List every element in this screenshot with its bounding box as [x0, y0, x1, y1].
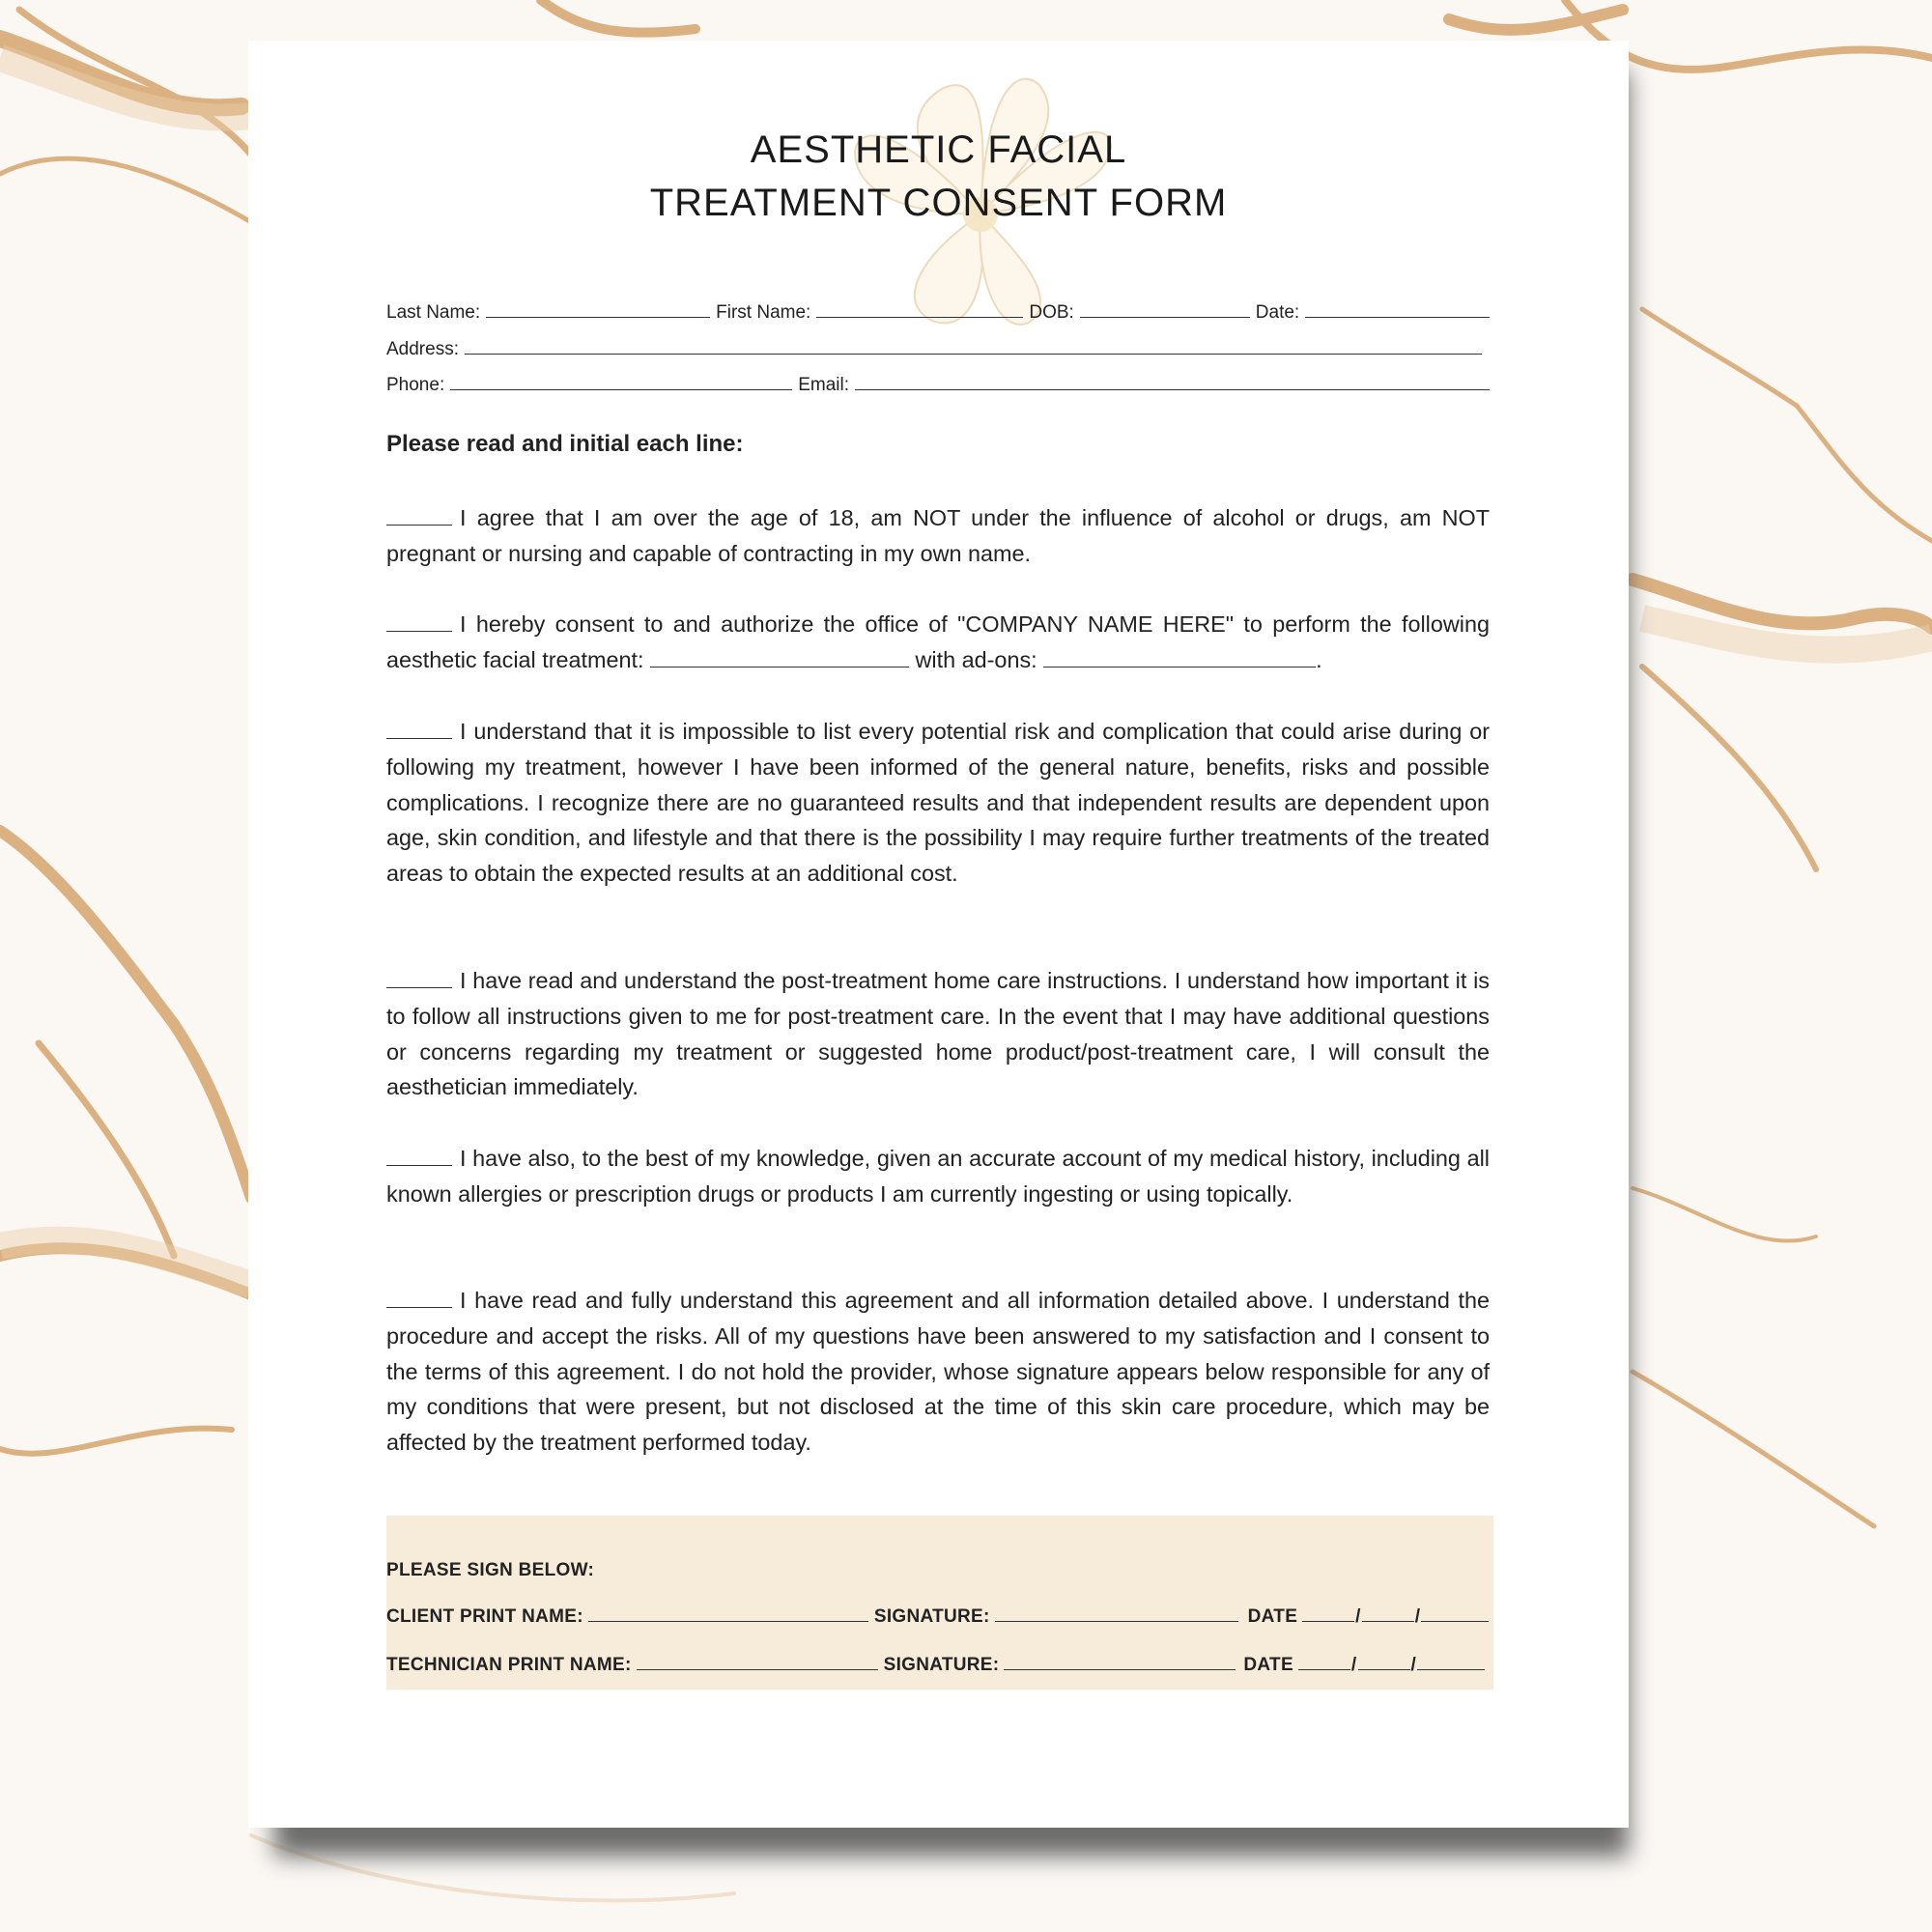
client-name-label: CLIENT PRINT NAME: [386, 1606, 583, 1627]
email-field[interactable] [855, 374, 1490, 390]
instruction-heading: Please read and initial each line: [386, 431, 744, 457]
form-title-line-2: TREATMENT CONSENT FORM [649, 182, 1228, 224]
client-date-month[interactable] [1302, 1605, 1354, 1622]
technician-date-label: DATE [1243, 1655, 1293, 1675]
first-name-label: First Name: [716, 302, 811, 323]
consent-clause-5: I have also, to the best of my knowledge, given an accurate account of my medical history, including all known allergies or prescription drugs or products I am currently ingesting or using topically. [386, 1146, 1490, 1207]
technician-name-field[interactable] [637, 1654, 878, 1670]
form-title-line-1: AESTHETIC FACIAL [750, 128, 1127, 171]
client-date-day[interactable] [1362, 1605, 1414, 1622]
client-info-row-3 [386, 374, 1490, 396]
client-date-year[interactable] [1421, 1605, 1489, 1622]
initial-field-5[interactable] [386, 1148, 452, 1166]
technician-name-label: TECHNICIAN PRINT NAME: [386, 1655, 632, 1675]
client-signature-field[interactable] [995, 1605, 1238, 1622]
technician-date-day[interactable] [1358, 1654, 1410, 1670]
initial-field-3[interactable] [386, 721, 452, 739]
client-date-label: DATE [1247, 1606, 1298, 1627]
technician-date-year[interactable] [1417, 1654, 1485, 1670]
consent-clause-6: I have read and fully understand this agreement and all information detailed above. I understand the procedure and accept the risks. All of my questions have been answered to my satisfaction and I consent to the terms of this agreement. I do not hold the provider, whose signature appears below responsible for any of my conditions that were present, but not disclosed at the time of this skin care procedure, which may be affected by the treatment performed today. [386, 1288, 1490, 1456]
technician-signature-row: TECHNICIAN PRINT NAME: SIGNATURE: DATE / / [386, 1654, 1493, 1676]
address-label: Address: [386, 339, 459, 359]
client-signature-row: CLIENT PRINT NAME: SIGNATURE: DATE / / [386, 1605, 1493, 1628]
client-name-field[interactable] [588, 1605, 868, 1622]
technician-signature-field[interactable] [1004, 1654, 1236, 1670]
add-ons-field[interactable] [1043, 649, 1316, 668]
treatment-field[interactable] [650, 649, 909, 668]
date-field[interactable] [1305, 301, 1490, 318]
first-name-field[interactable] [816, 301, 1023, 318]
phone-label: Phone: [386, 375, 445, 395]
address-field[interactable] [465, 338, 1482, 355]
client-info-row-1 [386, 301, 1490, 324]
sign-heading: PLEASE SIGN BELOW: [386, 1560, 595, 1580]
email-label: Email: [798, 375, 850, 395]
dob-field[interactable] [1080, 301, 1250, 318]
dob-label: DOB: [1029, 302, 1074, 323]
last-name-field[interactable] [486, 301, 710, 318]
initial-field-2[interactable] [386, 613, 452, 632]
signature-section [386, 1516, 1493, 1690]
client-info-row-2 [386, 338, 1490, 360]
technician-signature-label: SIGNATURE: [883, 1655, 1000, 1675]
consent-clause-2: I hereby consent to and authorize the office of "COMPANY NAME HERE" to perform the following aesthetic facial treatment: with ad-ons: . [386, 611, 1490, 672]
consent-clause-3: I understand that it is impossible to list every potential risk and complication that could arise during or following my treatment, however I have been informed of the general nature, benefits, risks and possible complications. I recognize there are no guaranteed results and that independent results are dependent upon age, skin condition, and lifestyle and that there is the possibility I may require further treatments of the treated areas to obtain the expected results at an additional cost. [386, 719, 1490, 887]
consent-clause-1: I agree that I am over the age of 18, am NOT under the influence of alcohol or drugs, am NOT pregnant or nursing and capable of contracting in my own name. [386, 505, 1490, 566]
consent-clause-4: I have read and understand the post-treatment home care instructions. I understand how important it is to follow all instructions given to me for post-treatment care. In the event that I may have additional questions or concerns regarding my treatment or suggested home product/post-treatment care, I will consult the aesthetician immediately. [386, 968, 1490, 1100]
last-name-label: Last Name: [386, 302, 481, 323]
initial-field-4[interactable] [386, 970, 452, 988]
phone-field[interactable] [450, 374, 792, 390]
initial-field-6[interactable] [386, 1290, 452, 1308]
technician-date-month[interactable] [1298, 1654, 1350, 1670]
date-label: Date: [1255, 302, 1300, 323]
client-signature-label: SIGNATURE: [873, 1606, 990, 1627]
initial-field-1[interactable] [386, 507, 452, 526]
consent-form-page [248, 41, 1629, 1828]
